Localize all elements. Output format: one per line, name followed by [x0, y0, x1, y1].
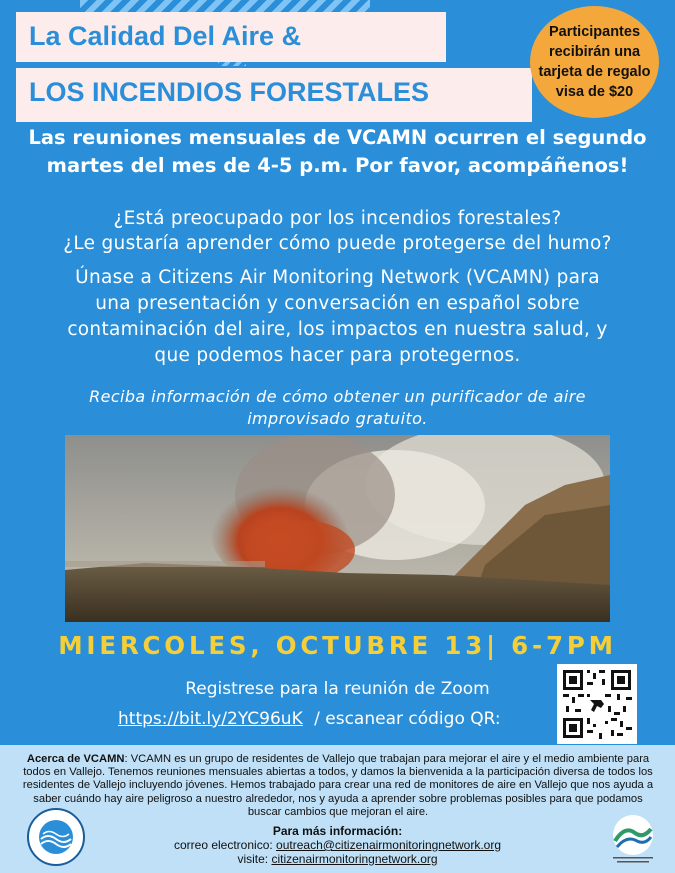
more-info-heading: Para más información: [272, 824, 403, 838]
gift-card-badge [530, 6, 659, 118]
join-paragraph [0, 265, 675, 369]
question-2: ¿Le gustaría aprender cómo puede protegerse del humo? [63, 233, 612, 254]
purifier-line-1: Reciba información de cómo obtener un purificador de aire [89, 387, 586, 406]
qr-code[interactable] [557, 664, 637, 744]
email-label: correo electronico: [173, 838, 273, 852]
event-date: MIERCOLES, OCTUBRE 13| 6-7PM [58, 631, 617, 660]
qr-code-image [557, 664, 637, 744]
title-line-2: LOS INCENDIOS FORESTALES [16, 68, 532, 122]
title-line-1: La Calidad Del Aire & [16, 12, 446, 62]
email-link[interactable]: outreach@citizenairmonitoringnetwork.org [276, 838, 501, 852]
vcamn-logo [27, 808, 85, 866]
link-line [118, 707, 501, 731]
about-label: Acerca de VCAMN [26, 753, 125, 765]
join-line-2: una presentación y conversación en español sobre [95, 293, 580, 314]
badge-text: Participantes recibirán una tarjeta de regalo visa de $20 [538, 24, 651, 100]
meeting-intro [0, 124, 675, 180]
visit-label: visite: [237, 852, 269, 866]
wildfire-illustration [65, 435, 610, 622]
cci-logo [603, 811, 663, 869]
about-text: : VCAMN es un grupo de residentes de Vallejo que trabajan para mejorar el aire y el medio ambiente para todos en Vallejo. Tenemos reuniones mensuales abiertas a todos, y damos la bienvenida a la participación diversa de todos los residentes de Vallejo incluyendo jóvenes. Hemos trabajado para crear una red de monitores de aire en Vallejo que nos ayuda a saber cuándo hay aire peligroso a nuestro alrededor, nos y ayuda a aprender sobre problemas posibles para que podamos buscar cambios que mejoran el aire. [22, 753, 654, 818]
qr-instruction: / escanear código QR: [314, 709, 501, 729]
intro-line-2: martes del mes de 4-5 p.m. Por favor, acompáñenos! [46, 154, 629, 177]
register-text: Registrese para la reunión de Zoom [185, 679, 490, 699]
cci-logo-icon [603, 811, 663, 869]
wildfire-photo [65, 435, 610, 622]
join-line-3: contaminación del aire, los impactos en nuestra salud, y [67, 319, 608, 340]
purifier-note [0, 386, 675, 430]
questions [0, 206, 675, 256]
about-paragraph [18, 753, 658, 819]
email-line [0, 838, 675, 852]
website-link[interactable]: citizenairmonitoringnetwork.org [271, 852, 438, 866]
zoom-link[interactable]: https://bit.ly/2YC96uK [118, 709, 303, 729]
purifier-line-2: improvisado gratuito. [247, 409, 428, 428]
vcamn-logo-icon [27, 808, 85, 866]
question-1: ¿Está preocupado por los incendios forestales? [113, 208, 562, 229]
website-line [0, 852, 675, 866]
footer [0, 745, 675, 873]
join-line-4: que podemos hacer para protegernos. [154, 345, 521, 366]
intro-line-1: Las reuniones mensuales de VCAMN ocurren el segundo [28, 126, 647, 149]
join-line-1: Únase a Citizens Air Monitoring Network (VCAMN) para [75, 267, 600, 288]
